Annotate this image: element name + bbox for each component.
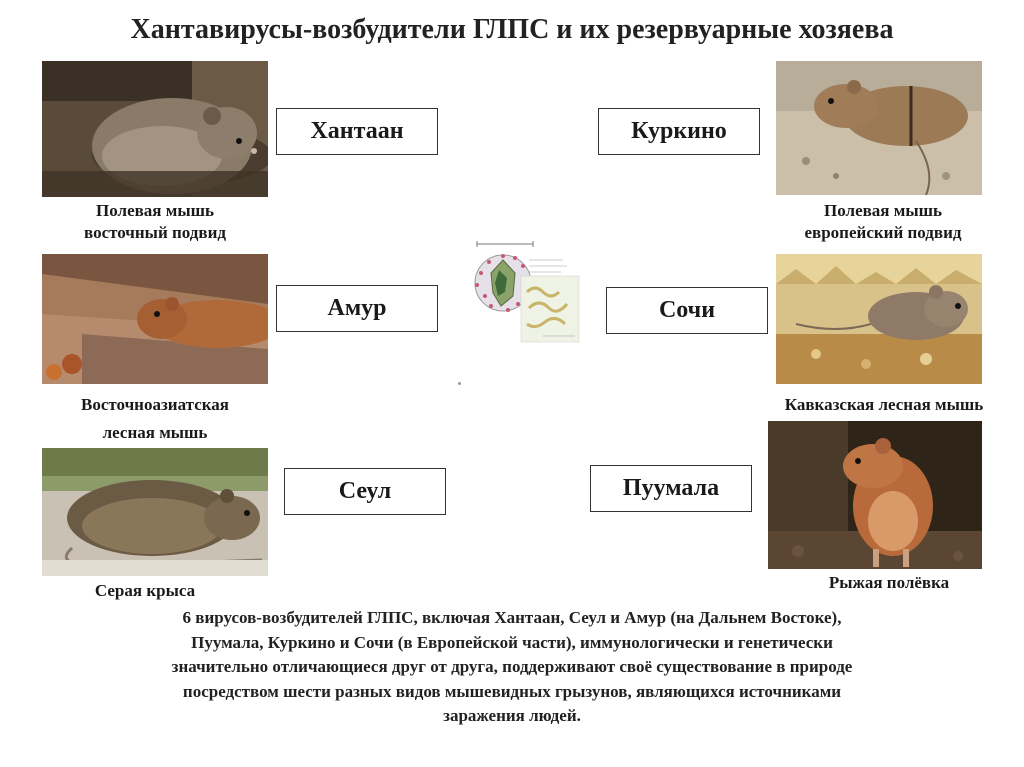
virus-box-hantaan: Хантаан [276, 108, 438, 155]
virus-box-seoul: Сеул [284, 468, 446, 515]
host-caption-hantaan [40, 200, 270, 244]
virus-box-puumala: Пуумала [590, 465, 752, 512]
bank-vole-photo [768, 421, 982, 569]
host-caption-sochi [746, 394, 1022, 416]
brown-rat-photo [42, 448, 268, 576]
far-east-wood-mouse-photo [42, 254, 268, 384]
slide-title: Хантавирусы-возбудители ГЛПС и их резервуарные хозяева [130, 14, 894, 45]
host-caption-line: Полевая мышь [824, 201, 942, 220]
virus-box-kurkino: Куркино [598, 108, 760, 155]
host-caption-seoul [40, 580, 250, 602]
stray-dot [458, 382, 461, 385]
footer-line: Пуумала, Куркино и Сочи (в Европейской части), иммунологически и генетически [191, 632, 833, 652]
footer-line: значительно отличающиеся друг от друга, поддерживают своё существование в природе [171, 657, 853, 676]
host-caption-line: лесная мышь [102, 423, 208, 442]
host-caption-line: восточный подвид [84, 223, 226, 242]
field-mouse-east-photo [42, 61, 268, 197]
caucasian-wood-mouse-photo [776, 254, 982, 384]
footer-line: 6 вирусов-возбудителей ГЛПС, включая Хантаан, Сеул и Амур (на Дальнем Востоке), [182, 608, 842, 627]
footer-line: посредством шести разных видов мышевидных грызунов, являющихся источниками [182, 681, 842, 701]
host-caption-line: Восточноазиатская [81, 395, 229, 414]
host-caption-line: Серая крыса [94, 581, 196, 600]
host-caption-line: Кавказская лесная мышь [784, 395, 984, 414]
host-caption-amur [30, 394, 280, 444]
footer-description [40, 606, 984, 729]
footer-line: заражения людей. [443, 706, 581, 725]
hantavirus-micrograph [463, 238, 581, 346]
virus-box-sochi: Сочи [606, 287, 768, 334]
host-caption-line: Полевая мышь [96, 201, 214, 220]
host-caption-line: европейский подвид [804, 223, 962, 242]
host-caption-line: Рыжая полёвка [828, 573, 950, 592]
field-mouse-europe-photo [776, 61, 982, 195]
host-caption-kurkino [770, 200, 996, 244]
virus-box-amur: Амур [276, 285, 438, 332]
host-caption-puumala [776, 572, 1002, 594]
